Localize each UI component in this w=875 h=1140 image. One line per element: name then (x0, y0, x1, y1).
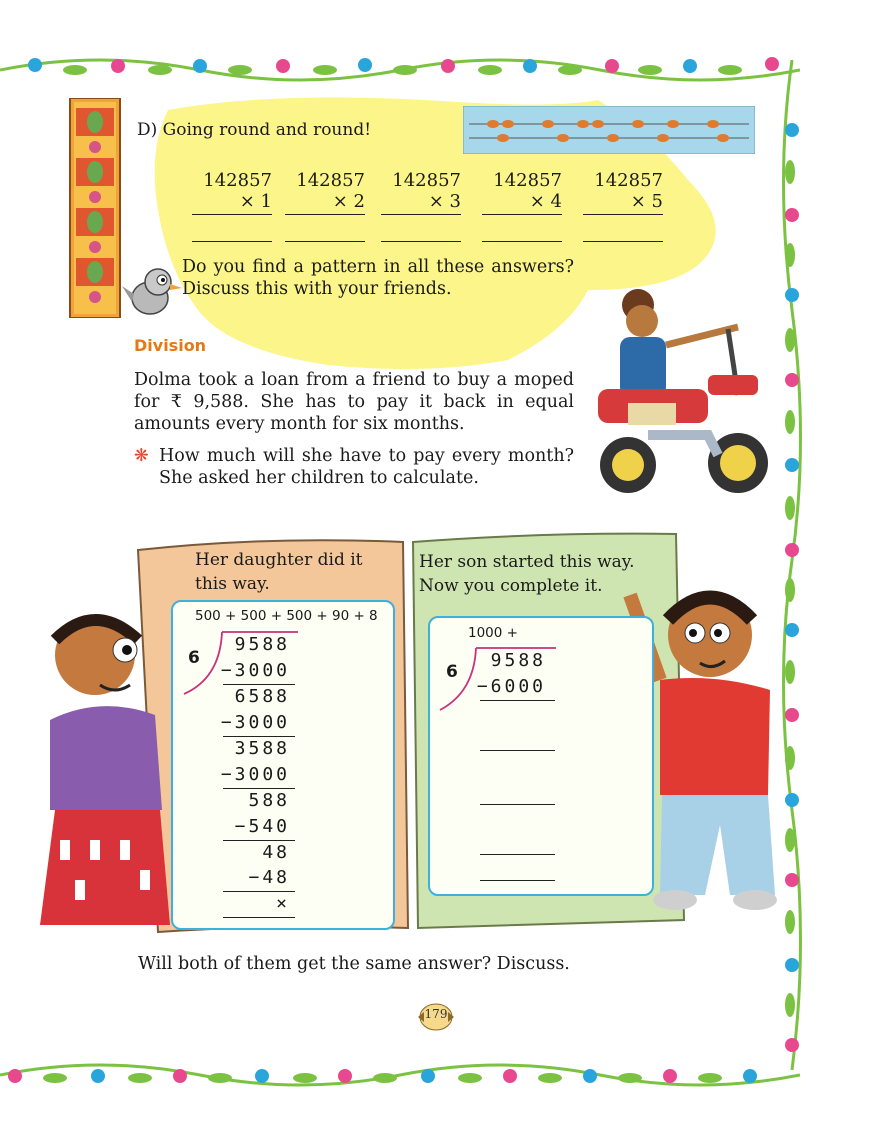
daughter-step-dividend: 9588 (234, 634, 290, 655)
son-answer-blank (480, 750, 555, 751)
daughter-step-remainder: 3588 (234, 738, 290, 759)
daughter-step-subtract: −3000 (220, 764, 290, 785)
answer-blank (192, 215, 272, 242)
daughter-step-subtract: −48 (248, 867, 290, 888)
daughter-rule (223, 788, 295, 789)
multiplication-problem (285, 170, 365, 242)
multiplier: × 1 (192, 191, 272, 215)
multiplicand: 142857 (203, 170, 272, 191)
multiplicand: 142857 (493, 170, 562, 191)
daughter-rule (223, 891, 295, 892)
son-caption: Her son started this way. Now you complete it. (419, 552, 635, 596)
answer-blank (583, 215, 663, 242)
daughter-rule (223, 684, 295, 685)
answer-blank (381, 215, 461, 242)
multiplication-problem (381, 170, 461, 242)
multiplier: × 2 (285, 191, 365, 215)
quotient-sum-label: 500 + 500 + 500 + 90 + 8 (195, 608, 378, 624)
monthly-payment-question (134, 445, 574, 489)
division-section-title: Division (134, 336, 207, 355)
answer-blank (285, 215, 365, 242)
bird-illustration (118, 258, 188, 322)
daughter-step-subtract: −3000 (220, 660, 290, 681)
multiplier: × 4 (482, 191, 562, 215)
daughter-rule (223, 917, 295, 918)
daughter-step-remainder: 588 (248, 790, 290, 811)
question-text: How much will she have to pay every month? She asked her children to calculate. (159, 446, 574, 488)
multiplication-problem (192, 170, 272, 242)
girl-illustration (30, 600, 180, 940)
multiplicand: 142857 (392, 170, 461, 191)
daughter-rule (223, 840, 295, 841)
son-quotient-label: 1000 + (468, 625, 518, 641)
floral-border-right (770, 60, 810, 1070)
multiplier: × 3 (381, 191, 461, 215)
daughter-step-remainder: 48 (262, 842, 290, 863)
page-number: 179 (424, 1007, 448, 1021)
daughter-rule (223, 736, 295, 737)
woman-on-moped-illustration (588, 285, 778, 497)
multiplication-problem (583, 170, 663, 242)
daughter-step-remainder: 6588 (234, 686, 290, 707)
daughter-step-final: × (276, 893, 290, 914)
son-answer-blank (480, 854, 555, 855)
son-answer-blank (480, 804, 555, 805)
son-rule (480, 700, 555, 701)
floral-border-top (0, 40, 800, 90)
son-divisor: 6 (446, 662, 458, 682)
bullet-star-icon: ❋ (134, 446, 149, 466)
daughter-step-subtract: −3000 (220, 712, 290, 733)
multiplicand: 142857 (594, 170, 663, 191)
son-step-dividend: 9588 (490, 650, 546, 671)
abacus-illustration (463, 106, 755, 154)
section-d-heading: D) Going round and round! (137, 120, 372, 140)
final-discussion-question: Will both of them get the same answer? Discuss. (138, 954, 570, 974)
multiplication-problem (482, 170, 562, 242)
daughter-divisor: 6 (188, 648, 200, 668)
daughter-step-subtract: −540 (234, 816, 290, 837)
son-answer-blank (480, 880, 555, 881)
pattern-question: Do you find a pattern in all these answers? Discuss this with your friends. (182, 257, 574, 299)
answer-blank (482, 215, 562, 242)
floral-border-bottom (0, 1050, 800, 1100)
son-step-subtract: −6000 (476, 676, 546, 697)
daughter-caption: Her daughter did it this way. (195, 550, 363, 594)
multiplier: × 5 (583, 191, 663, 215)
loan-paragraph: Dolma took a loan from a friend to buy a moped for ₹ 9,588. She has to pay it back in equal amounts every month for six months. (134, 370, 574, 434)
multiplicand: 142857 (296, 170, 365, 191)
